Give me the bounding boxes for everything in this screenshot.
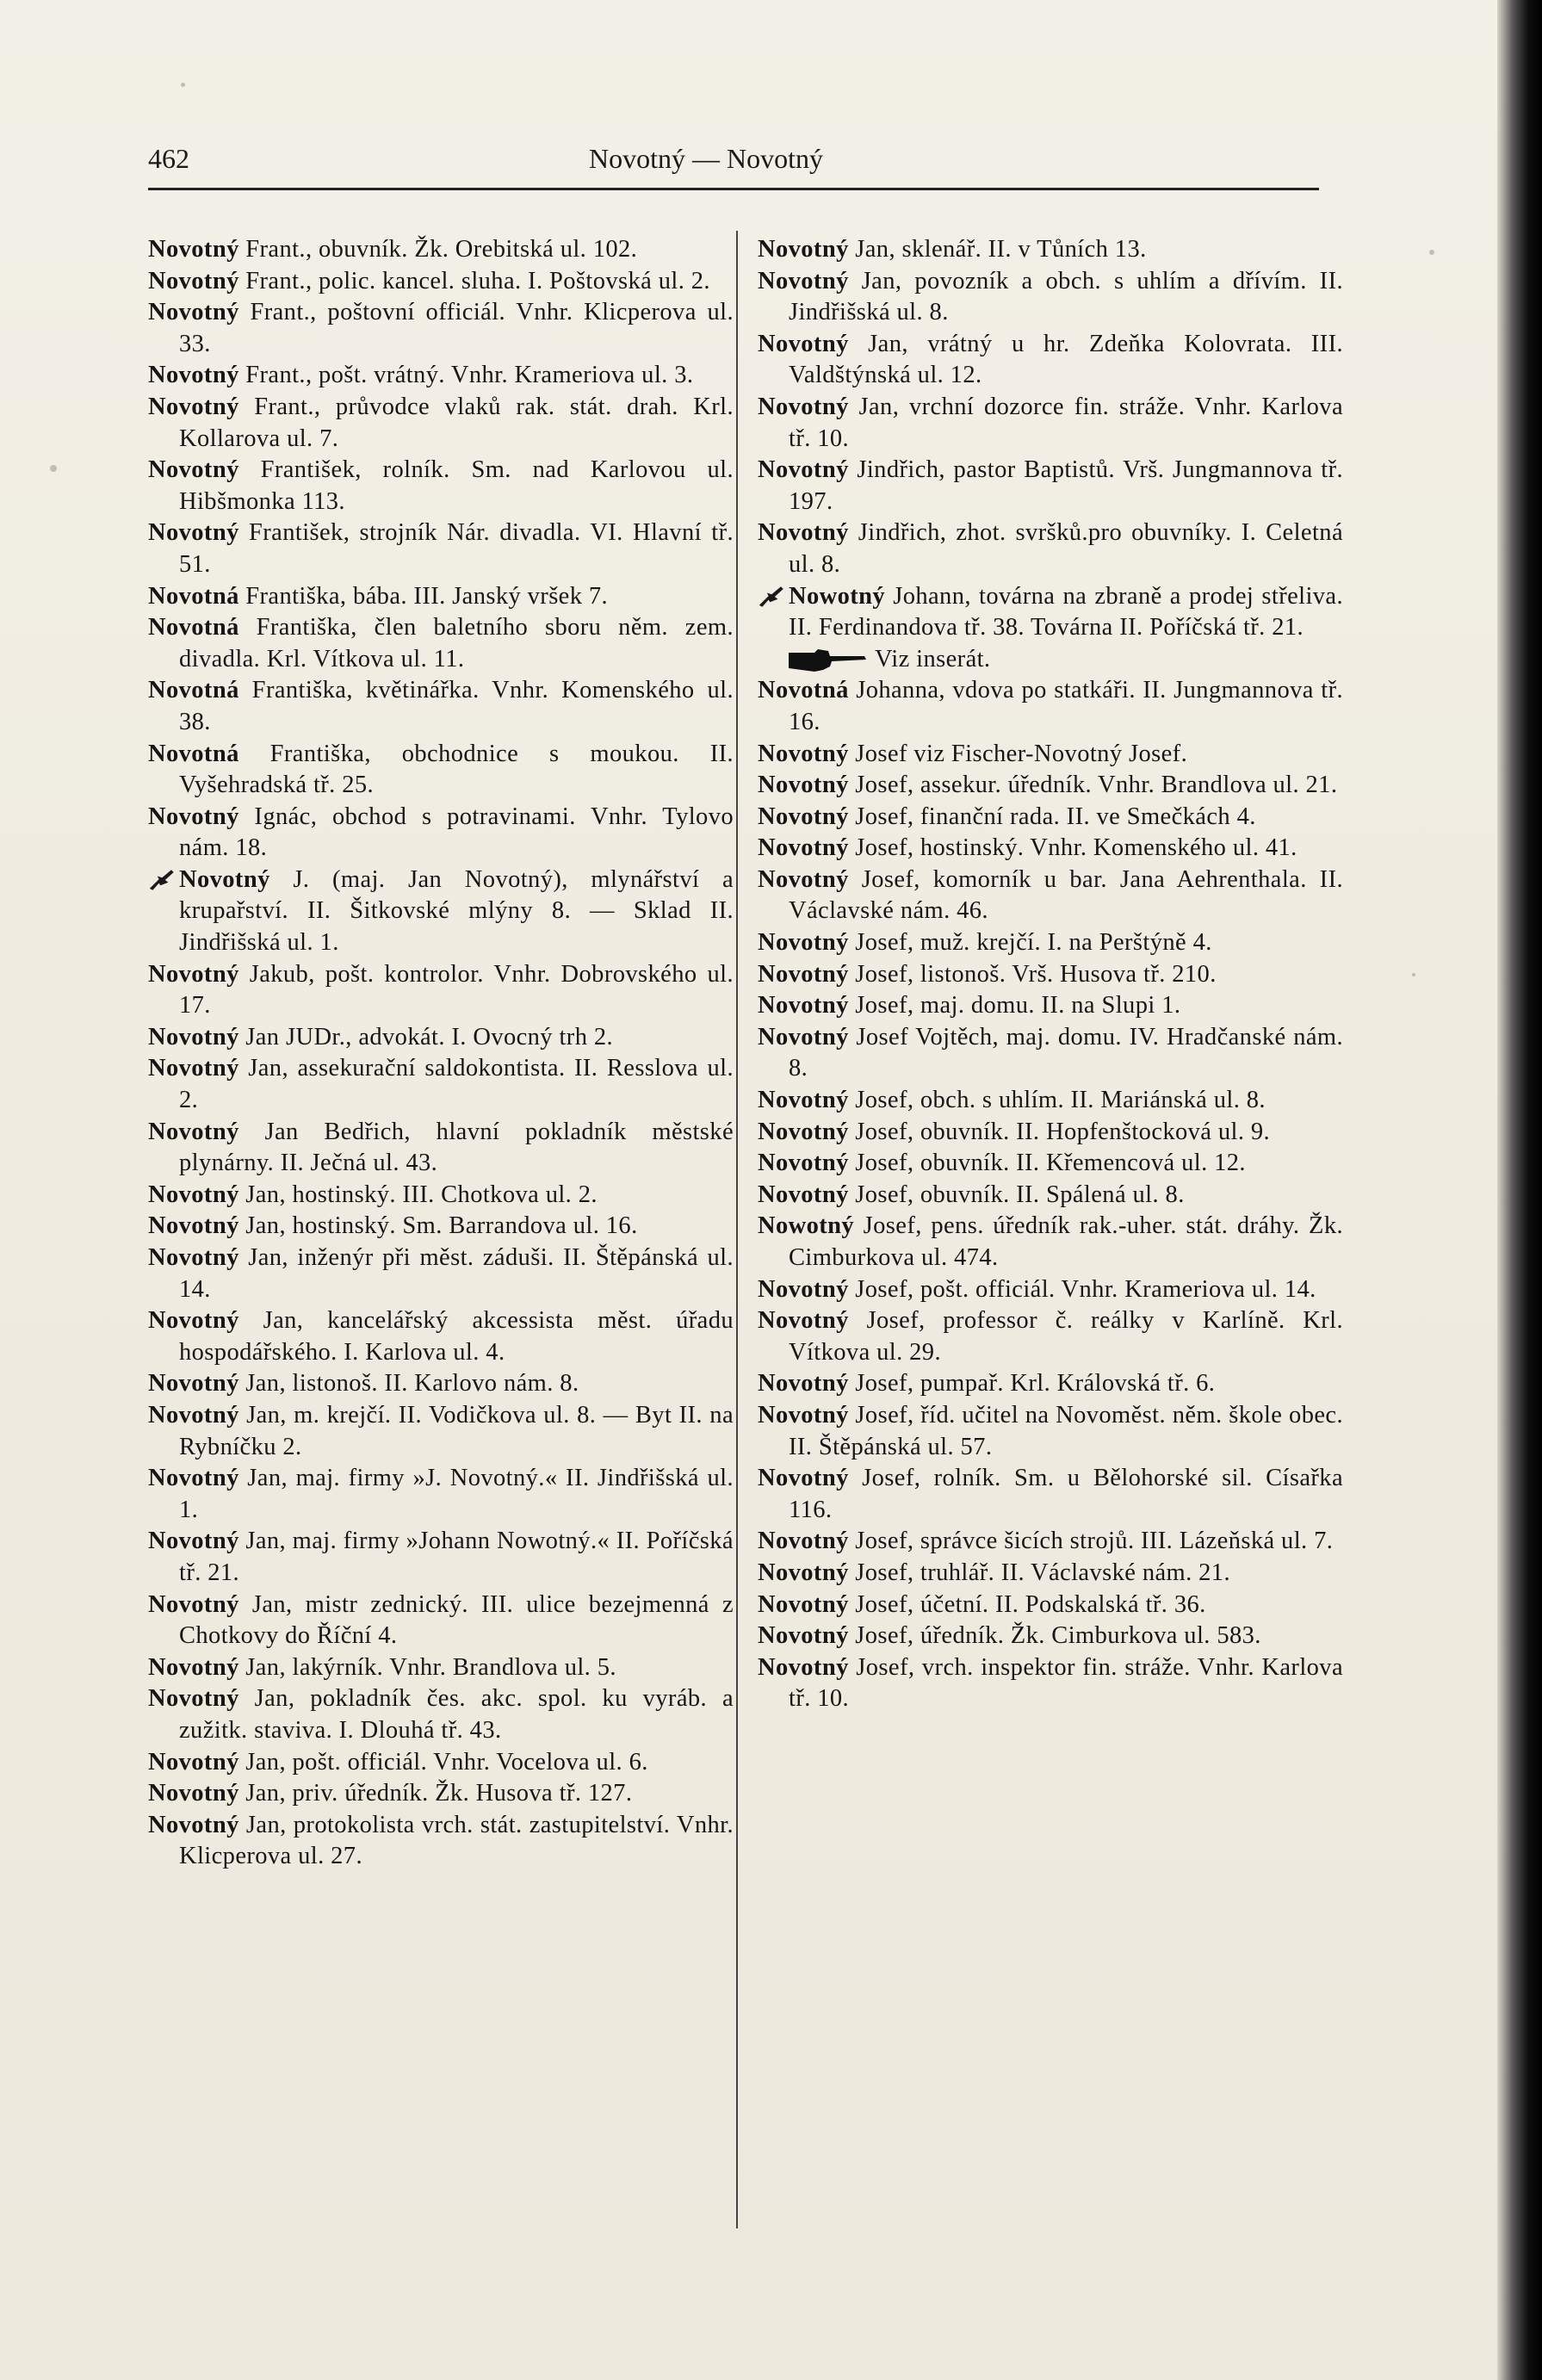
- entry-surname: Novotný: [148, 1212, 239, 1240]
- directory-entry: [758, 1022, 1343, 1085]
- directory-entry: [148, 1368, 734, 1400]
- entry-surname: Novotný: [758, 1118, 849, 1145]
- entry-details: Jan, vrátný u hr. Zdeňka Kolovrata. III. Valdštýnská ul. 12.: [789, 330, 1343, 389]
- directory-entry: [758, 266, 1343, 329]
- directory-entry: [758, 1558, 1343, 1590]
- entry-details: Josef, maj. domu. II. na Slupi 1.: [848, 992, 1181, 1020]
- entry-surname: Novotný: [758, 456, 849, 484]
- entry-surname: Novotný: [148, 960, 239, 988]
- page-header: [148, 136, 1319, 186]
- entry-details: Jan, maj. firmy »J. Novotný.« II. Jindřišská ul. 1.: [179, 1465, 734, 1523]
- directory-entry: [148, 1463, 734, 1526]
- entry-surname: Novotný: [758, 929, 849, 957]
- entry-surname: Novotný: [148, 299, 239, 326]
- directory-entry: [148, 675, 734, 738]
- entry-details: Johann, továrna na zbraně a prodej střeliva. II. Ferdinandova tř. 38. Továrna II. Poříčská tř. 21.: [789, 582, 1343, 641]
- entry-surname: Novotný: [758, 330, 849, 357]
- entry-details: Josef, muž. krejčí. I. na Perštýně 4.: [848, 929, 1212, 957]
- entry-surname: Novotná: [758, 677, 849, 704]
- entry-surname: Novotný: [758, 1559, 849, 1586]
- entry-surname: Novotný: [148, 267, 239, 294]
- entry-surname: Novotný: [148, 1307, 239, 1335]
- entry-surname: Novotný: [148, 236, 239, 263]
- print-speck: [181, 83, 185, 87]
- entry-details: Josef, professor č. reálky v Karlíně. Krl. Vítkova ul. 29.: [789, 1307, 1343, 1366]
- column-divider: [736, 231, 738, 2228]
- directory-entry: [148, 1053, 734, 1116]
- entry-surname: Novotný: [758, 1590, 849, 1618]
- entry-surname: Novotný: [148, 519, 239, 547]
- entry-details: Jan, mistr zednický. III. ulice bezejmenná z Chotkovy do Říční 4.: [179, 1590, 734, 1650]
- entry-surname: Novotný: [758, 992, 849, 1020]
- entry-surname: Novotný: [148, 803, 239, 830]
- entry-details: Josef, pošt. officiál. Vnhr. Krameriova ul. 14.: [848, 1275, 1316, 1303]
- entry-details: Josef, úředník. Žk. Cimburkova ul. 583.: [848, 1622, 1261, 1650]
- entry-details: Jan, listonoš. II. Karlovo nám. 8.: [238, 1370, 579, 1398]
- entry-surname: Novotný: [148, 362, 239, 389]
- directory-entry: [758, 865, 1343, 927]
- entry-details: Ignác, obchod s potravinami. Vnhr. Tylovo nám. 18.: [179, 803, 734, 862]
- directory-entry: [758, 518, 1343, 580]
- entry-details: Jan, pokladník čes. akc. spol. ku vyráb. a zužitk. staviva. I. Dlouhá tř. 43.: [179, 1685, 734, 1744]
- entry-surname: Novotný: [148, 1023, 239, 1051]
- directory-entry: [148, 1652, 734, 1684]
- entry-surname: Novotný: [758, 267, 849, 294]
- entry-details: Josef, komorník u bar. Jana Aehrenthala. II. Václavské nám. 46.: [789, 865, 1343, 925]
- entry-surname: Novotný: [758, 1087, 849, 1114]
- directory-entry: [148, 1683, 734, 1746]
- entry-details: Jan, sklenář. II. v Tůních 13.: [848, 236, 1147, 263]
- directory-entry: [148, 581, 734, 613]
- entry-details: Jan, hostinský. Sm. Barrandova ul. 16.: [238, 1212, 638, 1240]
- directory-entry: [758, 1368, 1343, 1400]
- entry-surname: Novotný: [758, 1023, 849, 1051]
- print-speck: [1412, 973, 1415, 976]
- entry-surname: Novotný: [758, 803, 849, 830]
- directory-entry: [148, 1243, 734, 1305]
- directory-entry: [148, 1117, 734, 1180]
- directory-entry: [148, 802, 734, 865]
- entry-details: František, rolník. Sm. nad Karlovou ul. Hibšmonka 113.: [179, 456, 734, 515]
- entry-details: Frant., polic. kancel. sluha. I. Poštovská ul. 2.: [238, 267, 710, 294]
- directory-entry: [148, 1590, 734, 1652]
- entry-details: Jindřich, zhot. svršků.pro obuvníky. I. Celetná ul. 8.: [789, 519, 1343, 578]
- entry-details: Josef, pumpař. Krl. Královská tř. 6.: [848, 1370, 1216, 1398]
- directory-entry: [758, 1117, 1343, 1149]
- directory-entry: [758, 455, 1343, 518]
- entry-details: Jan, priv. úředník. Žk. Husova tř. 127.: [238, 1780, 633, 1807]
- directory-entry: [148, 266, 734, 298]
- entry-details: Josef, vrch. inspektor fin. stráže. Vnhr. Karlova tř. 10.: [789, 1653, 1343, 1713]
- entry-details: Viz inserát.: [875, 645, 991, 672]
- entry-surname: Novotný: [758, 865, 849, 893]
- entry-surname: Novotný: [148, 1370, 239, 1398]
- entry-surname: Novotný: [758, 236, 849, 263]
- entry-surname: Novotný: [148, 1401, 239, 1429]
- directory-entry: [758, 1526, 1343, 1558]
- entry-details: Jindřich, pastor Baptistů. Vrš. Jungmannova tř. 197.: [789, 456, 1343, 515]
- entry-details: František, strojník Nár. divadla. VI. Hlavní tř. 51.: [179, 519, 734, 578]
- directory-entry: [148, 1211, 734, 1243]
- directory-entry: [758, 959, 1343, 991]
- directory-entry: [758, 1305, 1343, 1368]
- entry-surname: Novotný: [758, 834, 849, 862]
- entry-details: Jan, m. krejčí. II. Vodičkova ul. 8. — Byt II. na Rybníčku 2.: [179, 1401, 734, 1460]
- directory-entry: [758, 802, 1343, 834]
- entry-details: Frant., obuvník. Žk. Orebitská ul. 102.: [238, 236, 638, 263]
- directory-entry: [758, 329, 1343, 392]
- entry-details: Jan Bedřich, hlavní pokladník městské plynárny. II. Ječná ul. 43.: [179, 1118, 734, 1177]
- entry-details: Josef Vojtěch, maj. domu. IV. Hradčanské nám. 8.: [789, 1023, 1343, 1082]
- entry-details: Jan, inženýr při měst. záduši. II. Štěpánská ul. 14.: [179, 1244, 734, 1303]
- entry-details: Jan, povozník a obch. s uhlím a dřívím. II. Jindřišská ul. 8.: [789, 267, 1343, 326]
- entry-surname: Novotný: [148, 1590, 239, 1618]
- directory-entry: [148, 739, 734, 802]
- directory-entry: [148, 455, 734, 518]
- entry-details: Jan, hostinský. III. Chotkova ul. 2.: [238, 1181, 598, 1208]
- entry-details: Jakub, pošt. kontrolor. Vnhr. Dobrovského ul. 17.: [179, 960, 734, 1020]
- header-rule: [148, 188, 1319, 190]
- directory-entry: [758, 1652, 1343, 1715]
- entry-details: Josef, obuvník. II. Hopfenštocková ul. 9.: [848, 1118, 1271, 1145]
- directory-entry: [758, 1463, 1343, 1526]
- directory-entry: [758, 234, 1343, 266]
- directory-entry: [148, 1022, 734, 1054]
- entry-surname: Novotný: [148, 1685, 239, 1713]
- directory-entry: [148, 1810, 734, 1873]
- directory-entry: [148, 612, 734, 675]
- entry-details: Frant., pošt. vrátný. Vnhr. Krameriova ul. 3.: [238, 362, 694, 389]
- entry-details: Josef, hostinský. Vnhr. Komenského ul. 41.: [848, 834, 1297, 862]
- entry-details: Josef viz Fischer-Novotný Josef.: [848, 740, 1188, 767]
- entry-details: Josef, truhlář. II. Václavské nám. 21.: [848, 1559, 1230, 1586]
- directory-entry: [148, 1180, 734, 1212]
- entry-details: Jan, assekurační saldokontista. II. Resslova ul. 2.: [179, 1055, 734, 1114]
- directory-entry: [148, 1305, 734, 1368]
- entry-surname: Novotný: [148, 393, 239, 420]
- entry-surname: Novotný: [148, 1528, 239, 1555]
- directory-entry: [148, 360, 734, 392]
- directory-entry: [758, 1148, 1343, 1180]
- pointing-hand-icon: [758, 585, 789, 609]
- directory-entry: [148, 392, 734, 455]
- directory-entry: [758, 644, 1343, 676]
- entry-surname: Novotný: [758, 960, 849, 988]
- directory-entry: [758, 581, 1343, 644]
- entry-surname: Novotný: [758, 1150, 849, 1177]
- entry-surname: Novotný: [758, 1275, 849, 1303]
- entry-details: Josef, listonoš. Vrš. Husova tř. 210.: [848, 960, 1217, 988]
- directory-entry: [148, 959, 734, 1022]
- entry-surname: Nowotný: [758, 1212, 855, 1240]
- entry-surname: Novotná: [148, 582, 239, 610]
- entry-surname: Novotný: [758, 1622, 849, 1650]
- directory-entry: [148, 234, 734, 266]
- directory-entry: [148, 1400, 734, 1463]
- directory-entry: [148, 865, 734, 959]
- entry-surname: Novotný: [148, 1244, 239, 1271]
- entry-details: Františka, člen baletního sboru něm. zem. divadla. Krl. Vítkova ul. 11.: [179, 614, 734, 672]
- entry-details: Josef, rolník. Sm. u Bělohorské sil. Císařka 116.: [789, 1465, 1343, 1523]
- directory-entry: [758, 1590, 1343, 1621]
- entry-surname: Novotný: [148, 1780, 239, 1807]
- entry-surname: Novotný: [758, 393, 849, 420]
- left-column: [148, 234, 734, 1873]
- entry-surname: Novotný: [148, 1811, 239, 1838]
- entry-surname: Novotný: [148, 1653, 239, 1681]
- entry-surname: Novotný: [758, 519, 849, 547]
- directory-entry: [758, 675, 1343, 738]
- entry-details: Jan, vrchní dozorce fin. stráže. Vnhr. Karlova tř. 10.: [789, 393, 1343, 452]
- entry-surname: Novotná: [148, 677, 239, 704]
- entry-surname: Novotný: [758, 1181, 849, 1208]
- entry-details: Jan JUDr., advokát. I. Ovocný trh 2.: [238, 1023, 614, 1051]
- entry-surname: Novotná: [148, 614, 239, 641]
- pointing-fist-icon: [789, 649, 866, 672]
- entry-details: J. (maj. Jan Novotný), mlynářství a krupařství. II. Šitkovské mlýny 8. — Sklad II. Jindřišská ul. 1.: [179, 865, 734, 957]
- directory-entry: [148, 1778, 734, 1810]
- directory-entry: [758, 739, 1343, 771]
- entry-details: Jan, maj. firmy »Johann Nowotný.« II. Poříčská tř. 21.: [179, 1528, 734, 1586]
- entry-details: Jan, kancelářský akcessista měst. úřadu hospodářského. I. Karlova ul. 4.: [179, 1307, 734, 1366]
- page-number: 462: [148, 143, 189, 174]
- entry-details: Josef, obch. s uhlím. II. Mariánská ul. 8.: [848, 1087, 1266, 1114]
- entry-details: Josef, finanční rada. II. ve Smečkách 4.: [848, 803, 1256, 830]
- entry-surname: Nowotný: [789, 582, 886, 610]
- entry-surname: Novotný: [148, 1118, 239, 1145]
- entry-surname: Novotný: [148, 1748, 239, 1776]
- directory-entry: [758, 1400, 1343, 1463]
- entry-surname: Novotný: [758, 1465, 849, 1492]
- entry-details: Johanna, vdova po statkáři. II. Jungmannova tř. 16.: [789, 677, 1343, 735]
- directory-entry: [148, 1747, 734, 1779]
- entry-surname: Novotný: [148, 456, 239, 484]
- entry-details: Františka, bába. III. Janský vršek 7.: [238, 582, 609, 610]
- entry-details: Josef, pens. úředník rak.-uher. stát. dráhy. Žk. Cimburkova ul. 474.: [789, 1212, 1343, 1271]
- entry-surname: Novotný: [758, 1401, 849, 1429]
- print-speck: [1429, 250, 1434, 255]
- entry-surname: Novotný: [148, 1181, 239, 1208]
- entry-details: Frant., poštovní officiál. Vnhr. Klicperova ul. 33.: [179, 299, 734, 357]
- pointing-hand-icon: [148, 868, 179, 892]
- directory-entry: [758, 1085, 1343, 1117]
- entry-details: Josef, assekur. úředník. Vnhr. Brandlova ul. 21.: [848, 772, 1338, 799]
- entry-surname: Novotný: [148, 1055, 239, 1082]
- entry-surname: Novotný: [758, 1528, 849, 1555]
- directory-entry: [758, 1621, 1343, 1652]
- entry-details: Jan, lakýrník. Vnhr. Brandlova ul. 5.: [238, 1653, 616, 1681]
- directory-entry: [758, 927, 1343, 959]
- entry-details: Josef, obuvník. II. Křemencová ul. 12.: [848, 1150, 1246, 1177]
- entry-details: Josef, správce šicích strojů. III. Lázeňská ul. 7.: [848, 1528, 1334, 1555]
- entry-surname: Novotný: [758, 1653, 849, 1681]
- directory-entry: [758, 770, 1343, 802]
- directory-entry: [758, 1211, 1343, 1274]
- entry-details: Josef, říd. učitel na Novoměst. něm. škole obec. II. Štěpánská ul. 57.: [789, 1401, 1343, 1460]
- directory-entry: [758, 392, 1343, 455]
- page-edge-shadow: [1497, 0, 1542, 2380]
- directory-entry: [758, 1180, 1343, 1212]
- entry-details: Františka, květinářka. Vnhr. Komenského ul. 38.: [179, 677, 734, 735]
- entry-details: Jan, pošt. officiál. Vnhr. Vocelova ul. 6.: [238, 1748, 648, 1776]
- entry-details: Františka, obchodnice s moukou. II. Vyšehradská tř. 25.: [179, 740, 734, 799]
- entry-details: Frant., průvodce vlaků rak. stát. drah. Krl. Kollarova ul. 7.: [179, 393, 734, 452]
- directory-entry: [758, 1274, 1343, 1306]
- directory-entry: [148, 518, 734, 580]
- entry-details: Jan, protokolista vrch. stát. zastupitelství. Vnhr. Klicperova ul. 27.: [179, 1811, 734, 1870]
- entry-surname: Novotný: [758, 1370, 849, 1398]
- entry-surname: Novotný: [179, 865, 270, 893]
- entry-details: Josef, účetní. II. Podskalská tř. 36.: [848, 1590, 1206, 1618]
- right-column: [758, 234, 1343, 1715]
- entry-surname: Novotná: [148, 740, 239, 767]
- entry-surname: Novotný: [758, 1307, 849, 1335]
- directory-entry: [148, 297, 734, 360]
- print-speck: [50, 465, 57, 472]
- directory-entry: [758, 990, 1343, 1022]
- directory-entry: [148, 1526, 734, 1589]
- running-title: Novotný — Novotný: [589, 143, 823, 174]
- directory-entry: [758, 833, 1343, 865]
- entry-surname: Novotný: [758, 772, 849, 799]
- entry-surname: Novotný: [758, 740, 849, 767]
- entry-surname: Novotný: [148, 1465, 239, 1492]
- entry-details: Josef, obuvník. II. Spálená ul. 8.: [848, 1181, 1185, 1208]
